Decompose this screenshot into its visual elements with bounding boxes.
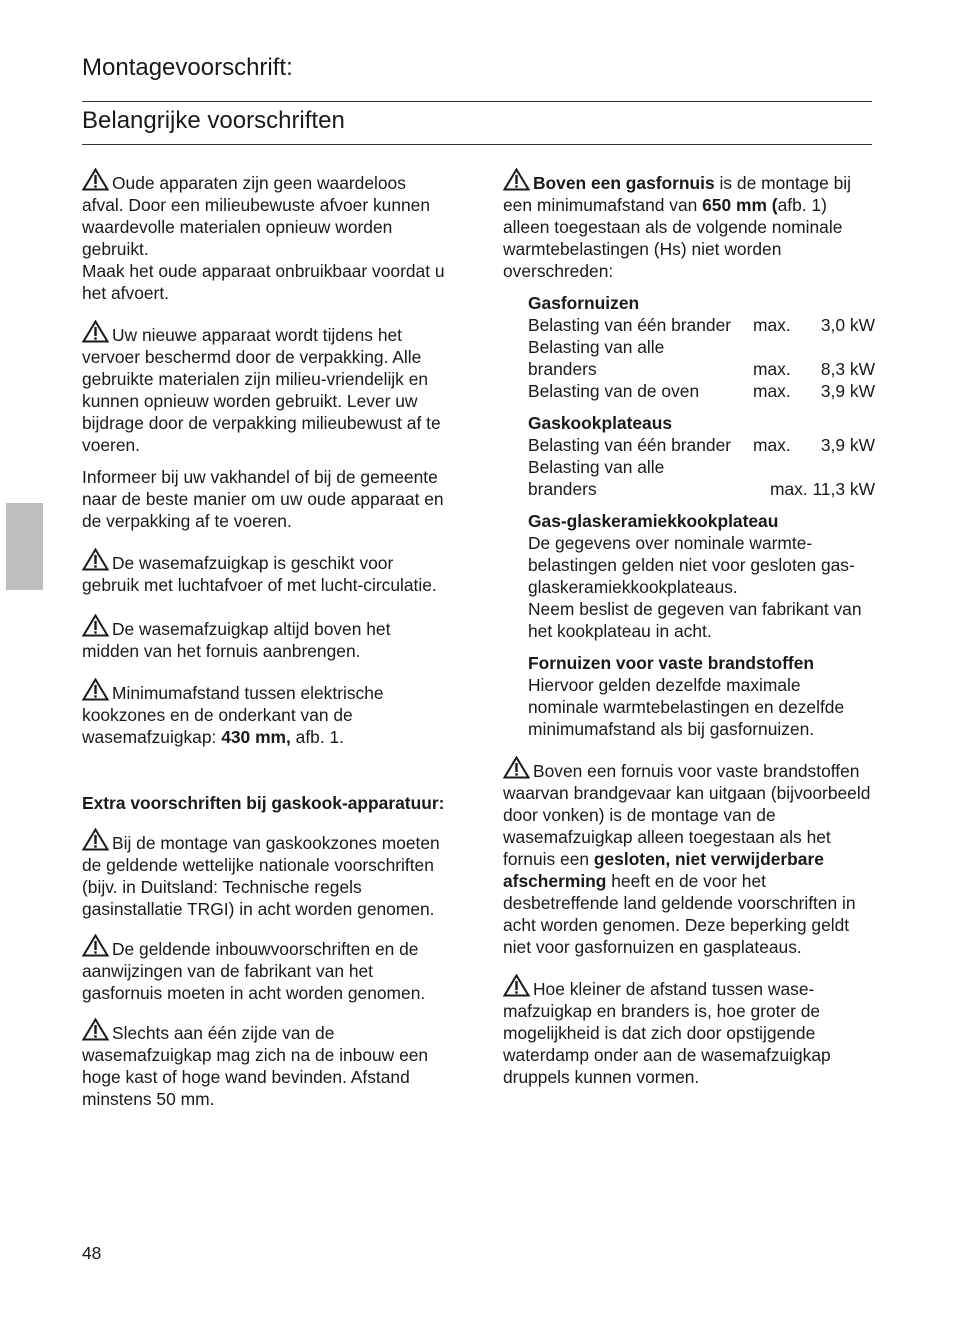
warning-icon [503,173,533,193]
warning-paragraph: Boven een fornuis voor vaste brandstoffen waarvan brandgevaar kan uitgaan (bijvoorbeeld door vonken) is de montage van de wasemafzuigkap alleen toegestaan als het fornuis een gesloten, niet verwijderbare afscherming heeft en de voor het desbetreffende land geldende voorschriften in acht worden genomen. Deze beperking geldt niet voor gasfornuizen en gasplateaus. [503,756,875,958]
spec-row: Belasting van één brander max. 3,9 kW [528,435,875,455]
spec-row: branders max. 11,3 kW [528,479,875,499]
chapter-tab [6,503,43,590]
spec-label: Belasting van alle [528,337,665,357]
extra-heading: Extra voorschriften bij gaskook-apparatuur: [82,793,445,813]
warning-icon [82,325,112,345]
warning-paragraph: Bij de montage van gaskookzones moeten de geldende wettelijke nationale voorschriften (bijv. in Duitsland: Technische regels gasinstallatie TRGI) in acht worden genomen. [82,828,452,920]
warning-paragraph: Oude apparaten zijn geen waardeloos afval. Door een milieubewuste afvoer kunnen waardevolle materialen opnieuw worden gebruikt. [82,168,452,260]
warning-paragraph: Minimumafstand tussen elektrische kookzones en de onderkant van de wasemafzuigkap: 430 mm, afb. 1. [82,678,452,748]
page-number: 48 [82,1243,102,1263]
warning-icon [82,939,112,959]
title-divider [82,101,872,102]
left-column [82,168,452,1110]
spec-heading: Gaskookplateaus [528,413,673,433]
warning-icon [82,833,112,853]
gaskookplateaus-block [503,412,875,500]
spec-heading: Fornuizen voor vaste brandstoffen [528,653,815,673]
paragraph: Hiervoor gelden dezelfde maximale nominale warmtebelastingen en dezelfde minimumafstand als bij gasfornuizen. [528,675,845,739]
glaskeramiek-block [503,510,875,642]
spec-heading: Gasfornuizen [528,293,640,313]
spec-heading: Gas-glaskeramiekkookplateau [528,511,779,531]
warning-icon [82,683,112,703]
spec-row: branders max. 8,3 kW [528,359,875,379]
vaste-brandstoffen-block [503,652,875,740]
warning-paragraph: Boven een gasfornuis is de montage bij een minimumafstand van 650 mm (afb. 1) alleen toegestaan als de volgende nominale warmtebelastingen (Hs) niet worden overschreden: [503,168,875,282]
warning-icon [82,619,112,639]
warning-icon [82,553,112,573]
warning-paragraph: De geldende inbouwvoorschriften en de aanwijzingen van de fabrikant van het gasfornuis moeten in acht worden genomen. [82,934,452,1004]
warning-icon [503,761,533,781]
spec-row: Belasting van de oven max. 3,9 kW [528,381,875,401]
section-title: Montagevoorschrift: [82,54,293,81]
section-subtitle: Belangrijke voorschriften [82,107,345,134]
spec-label: Belasting van alle [528,457,665,477]
right-column [503,168,875,1088]
warning-icon [82,173,112,193]
warning-icon [503,979,533,999]
warning-paragraph: Slechts aan één zijde van de wasemafzuigkap mag zich na de inbouw een hoge kast of hoge wand bevinden. Afstand minstens 50 mm. [82,1018,452,1110]
warning-paragraph: Uw nieuwe apparaat wordt tijdens het vervoer beschermd door de verpakking. Alle gebruikte materialen zijn milieu-vriendelijk en kunnen opnieuw worden gebruikt. Lever uw bijdrage door de verpakking milieubewust af te voeren. [82,320,452,456]
warning-icon [82,1023,112,1043]
warning-paragraph: Hoe kleiner de afstand tussen wase-mafzuigkap en branders is, hoe groter de mogelijkheid is dat zich door opstijgende waterdamp onder aan de wasemafzuigkap druppels kunnen vormen. [503,974,875,1088]
warning-paragraph: De wasemafzuigkap is geschikt voor gebruik met luchtafvoer of met lucht-circulatie. [82,548,452,596]
subtitle-divider [82,144,872,145]
paragraph: Maak het oude apparaat onbruikbaar voordat u het afvoert. [82,261,445,303]
paragraph: Neem beslist de gegeven van fabrikant van het kookplateau in acht. [528,599,862,641]
paragraph: Informeer bij uw vakhandel of bij de gemeente naar de beste manier om uw oude apparaat en de verpakking af te voeren. [82,467,444,531]
paragraph: De gegevens over nominale warmte-belastingen gelden niet voor gesloten gas-glaskeramiekkookplateaus. [528,533,855,597]
warning-paragraph: De wasemafzuigkap altijd boven het midden van het fornuis aanbrengen. [82,614,452,662]
gasfornuizen-block [503,292,875,402]
spec-row: Belasting van één brander max. 3,0 kW [528,315,875,335]
